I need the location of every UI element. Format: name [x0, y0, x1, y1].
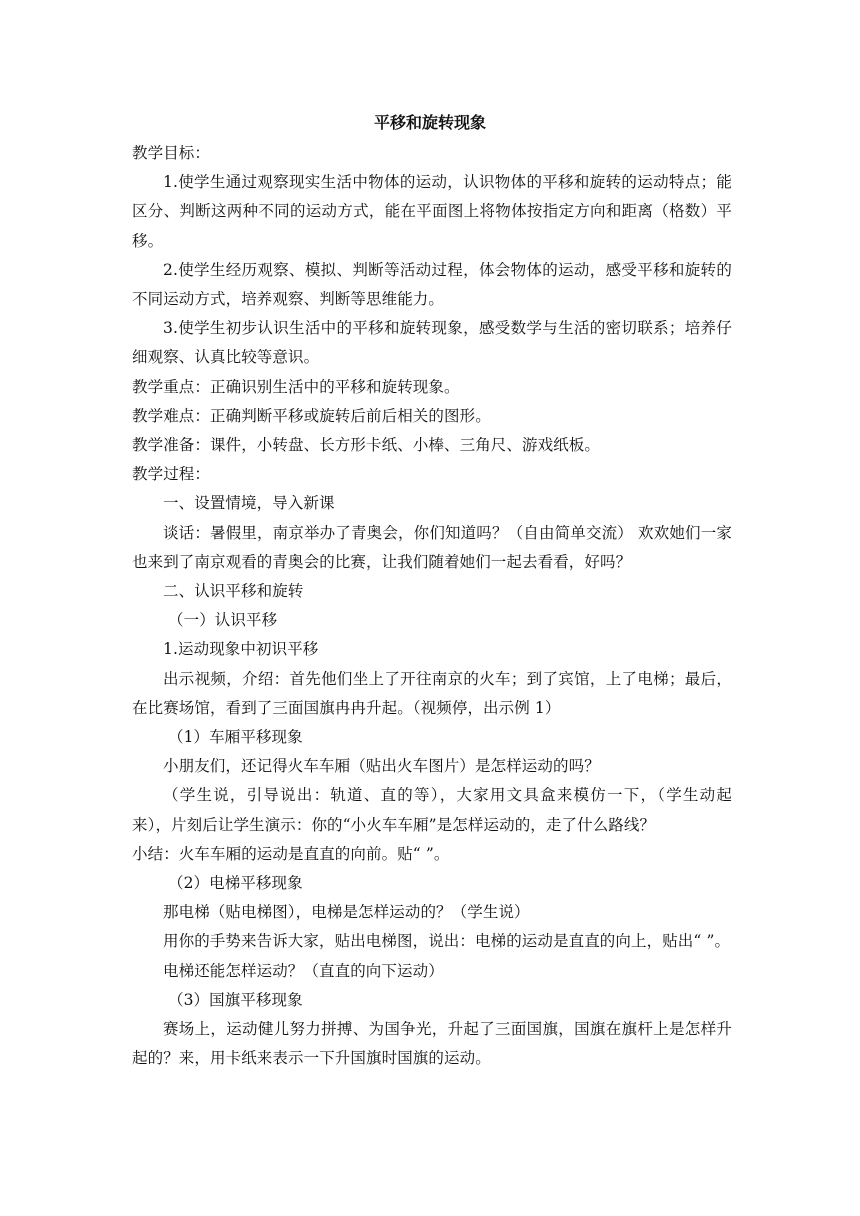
preparation: 教学准备：课件，小转盘、长方形卡纸、小棒、三角尺、游戏纸板。 — [132, 436, 601, 455]
step-heading-2: 二、认识平移和旋转 — [163, 582, 304, 601]
flag-paragraph: 赛场上，运动健儿努力拼搏、为国争光，升起了三面国旗，国旗在旗杆上是怎样升起的？来，用卡纸来表示一下升国旗时国旗的运动。 — [132, 1020, 732, 1068]
difficult-point: 教学难点：正确判断平移或旋转后前后相关的图形。 — [132, 406, 491, 425]
document-body — [132, 139, 732, 1074]
elevator-question: 那电梯（贴电梯图），电梯是怎样运动的？（学生说） — [163, 903, 530, 922]
section-heading-process: 教学过程： — [132, 465, 211, 484]
elevator-down: 电梯还能怎样运动？（直直的向下运动） — [163, 961, 444, 980]
objective-1: 1.使学生通过观察现实生活中物体的运动，认识物体的平移和旋转的运动特点；能区分、判断这两种不同的运动方式，能在平面图上将物体按指定方向和距离（格数）平移。 — [132, 173, 732, 250]
objective-2: 2.使学生经历观察、模拟、判断等活动过程，体会物体的运动，感受平移和旋转的不同运动方式，培养观察、判断等思维能力。 — [132, 260, 732, 309]
train-summary: 小结：火车车厢的运动是直直的向前。贴“ ”。 — [132, 844, 450, 863]
objective-3: 3.使学生初步认识生活中的平移和旋转现象，感受数学与生活的密切联系；培养仔细观察、认真比较等意识。 — [132, 319, 732, 367]
section-heading-objectives: 教学目标： — [132, 144, 211, 162]
item-3-flag: （3）国旗平移现象 — [168, 990, 303, 1009]
train-question: 小朋友们，还记得火车车厢（贴出火车图片）是怎样运动的吗？ — [163, 757, 600, 776]
sub-step-1: 1.运动现象中初识平移 — [163, 640, 319, 659]
elevator-gesture: 用你的手势来告诉大家，贴出电梯图，说出：电梯的运动是直直的向上，贴出“ ”。 — [163, 932, 731, 951]
talk-paragraph: 谈话：暑假里，南京举办了青奥会，你们知道吗？（自由简单交流） 欢欢她们一家也来到了南京观看的青奥会的比赛，让我们随着她们一起去看看，好吗？ — [132, 523, 732, 571]
item-2-elevator: （2）电梯平移现象 — [168, 874, 303, 893]
item-1-train: （1）车厢平移现象 — [168, 728, 303, 747]
key-point: 教学重点：正确识别生活中的平移和旋转现象。 — [132, 377, 460, 396]
document-title: 平移和旋转现象 — [373, 113, 486, 132]
train-activity: （学生说，引导说出：轨道、直的等），大家用文具盒来模仿一下，（学生动起来），片刻后让学生演示：你的“小火车车厢”是怎样运动的，走了什么路线？ — [132, 786, 732, 834]
sub-heading-translation: （一）认识平移 — [168, 611, 278, 630]
video-paragraph: 出示视频，介绍：首先他们坐上了开往南京的火车；到了宾馆，上了电梯；最后，在比赛场馆，看到了三面国旗冉冉升起。（视频停，出示例 1） — [132, 669, 732, 717]
step-heading-1: 一、设置情境，导入新课 — [163, 494, 335, 513]
